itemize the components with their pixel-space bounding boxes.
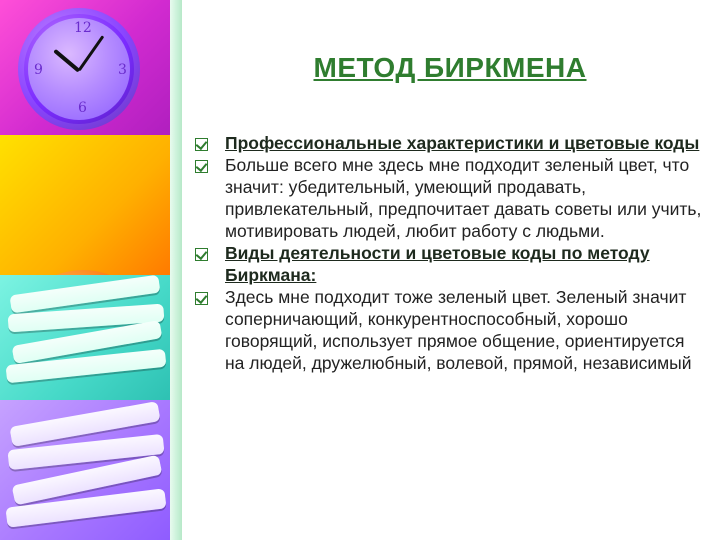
clock-number-9: 9 xyxy=(34,62,43,78)
purple-books-photo xyxy=(0,400,170,540)
bullet-text: Виды деятельности и цветовые коды по методу Биркмана: xyxy=(225,243,650,285)
clock-face xyxy=(28,18,130,120)
bullet-item-4 xyxy=(195,286,705,374)
hour-hand xyxy=(53,49,80,73)
checkbox-checked-icon xyxy=(195,160,208,173)
bullet-text: Здесь мне подходит тоже зеленый цвет. Зеленый значит соперничающий, конкурентноспособный, хорошо говорящий, использует прямое общение, ориентируется на людей, дружелюбный, волевой, прямой, независимый xyxy=(225,287,692,373)
bullet-text: Профессиональные характеристики и цветовые коды xyxy=(225,133,700,153)
accent-band xyxy=(170,0,182,540)
slide-title: МЕТОД БИРКМЕНА xyxy=(313,52,587,83)
bullet-item-1 xyxy=(195,132,705,154)
bullet-item-3 xyxy=(195,242,705,286)
bullet-list xyxy=(195,132,705,374)
orange-clock-photo xyxy=(0,135,170,275)
left-image-strip xyxy=(0,0,170,540)
purple-clock-photo xyxy=(0,0,170,135)
clock-number-3: 3 xyxy=(118,62,127,78)
bullet-item-2 xyxy=(195,154,705,242)
checkbox-checked-icon xyxy=(195,292,208,305)
minute-hand xyxy=(78,35,105,71)
clock-number-12: 12 xyxy=(74,20,92,36)
checkbox-checked-icon xyxy=(195,248,208,261)
purple-clock-icon xyxy=(18,8,140,130)
green-books-photo xyxy=(0,275,170,400)
clock-number-6: 6 xyxy=(78,100,87,116)
bullet-text: Больше всего мне здесь мне подходит зеленый цвет, что значит: убедительный, умеющий продавать, привлекательный, предпочитает давать советы или учить, мотивировать людей, любит работу с людьми. xyxy=(225,155,702,241)
checkbox-checked-icon xyxy=(195,138,208,151)
